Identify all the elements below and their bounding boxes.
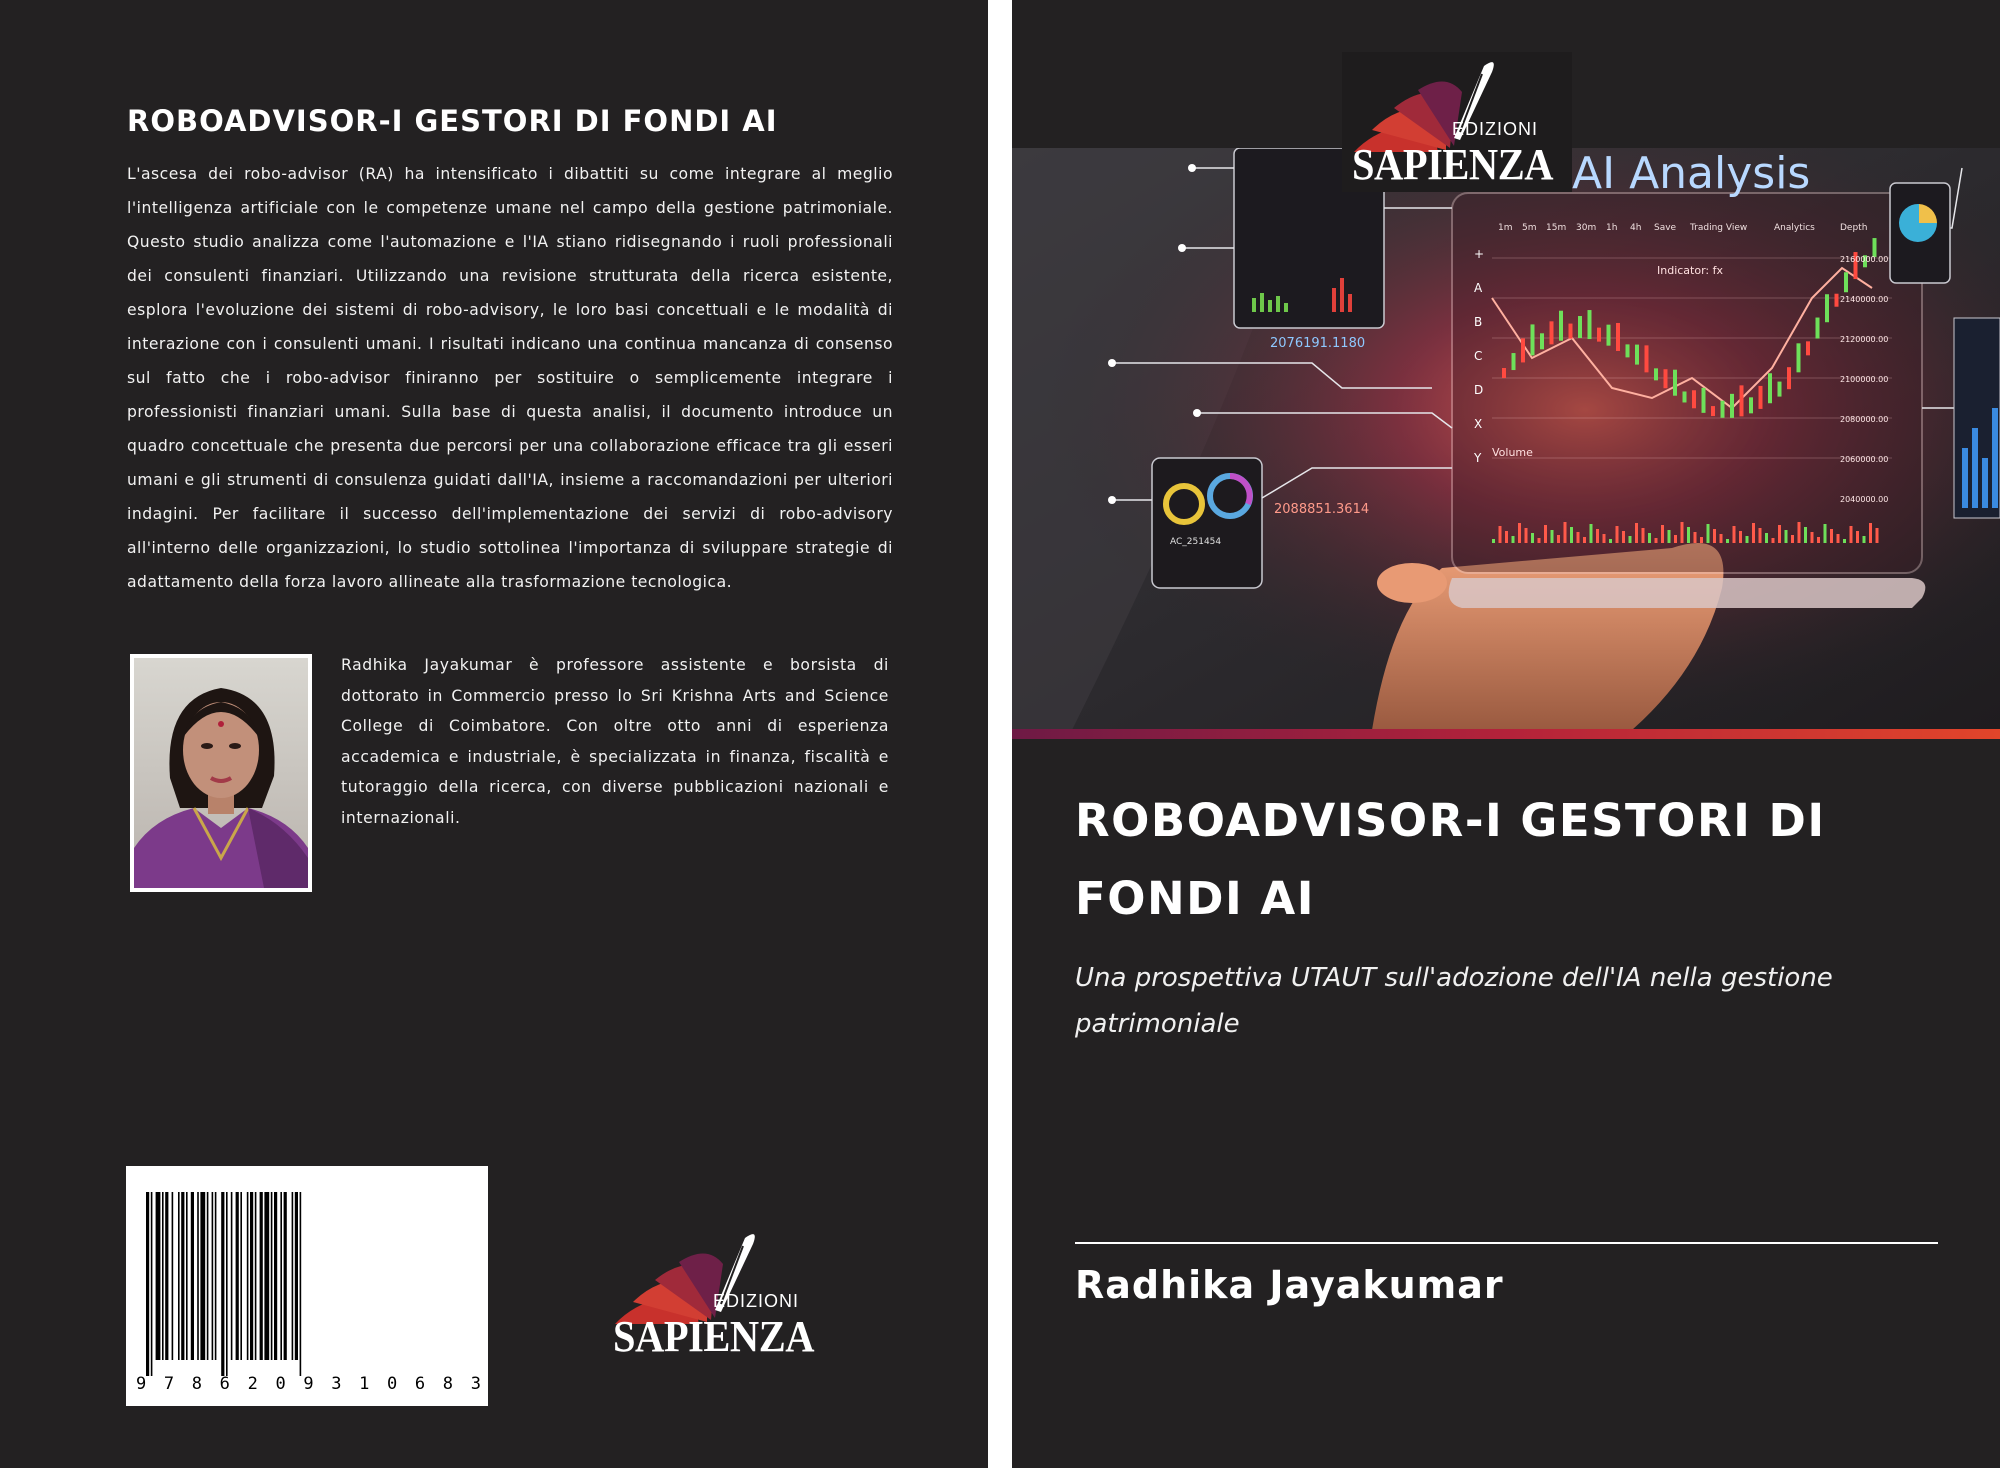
barcode-bar [274,1192,277,1360]
volume-bar [1824,524,1827,543]
hero-image [1012,148,2000,730]
candle [1797,343,1801,372]
candle [1768,373,1772,403]
barcode-bar [260,1192,263,1360]
barcode-bar [264,1192,269,1360]
svg-text:2076191.1180: 2076191.1180 [1270,336,1366,351]
candle [1806,341,1810,355]
side-tool-label: A [1474,281,1483,295]
price-tick: 2140000.00 [1840,295,1889,304]
volume-bar [1700,537,1703,543]
volume-bar [1746,536,1749,543]
volume-bar [1616,526,1619,543]
price-tick: 2040000.00 [1840,495,1889,504]
volume-bar [1752,523,1755,543]
front-subtitle: Una prospettiva UTAUT sull'adozione dell'IA nella gestione patrimoniale [1075,963,1833,1039]
barcode-bar [221,1192,224,1376]
svg-text:Indicator: fx: Indicator: fx [1657,264,1723,277]
back-title: ROBOADVISOR-I GESTORI DI FONDI AI [127,104,778,138]
isbn-digit: 3 [470,1374,481,1394]
volume-bar [1863,536,1866,543]
volume-bar [1830,529,1833,543]
volume-bar [1603,534,1606,543]
barcode-bar [240,1192,242,1360]
front-author: Radhika Jayakumar [1075,1263,1504,1307]
volume-bar [1869,523,1872,543]
volume-bar [1778,525,1781,543]
chart-tab: Trading View [1690,223,1748,233]
accent-stripe [1012,729,2000,739]
barcode-bar [200,1192,205,1360]
volume-bar [1655,538,1658,543]
volume-bar [1642,528,1645,543]
volume-bar [1817,537,1820,543]
price-tick: 2120000.00 [1840,335,1889,344]
candle [1635,345,1639,365]
candle [1512,353,1516,370]
candle [1721,401,1725,418]
candle [1740,385,1744,416]
isbn-digit: 8 [191,1374,203,1394]
barcode-bar [172,1192,174,1360]
volume-bar [1850,526,1853,543]
candle [1778,382,1782,397]
volume-bar [1713,529,1716,543]
candle [1531,324,1535,355]
volume-bar [1707,524,1710,543]
isbn-digit: 6 [414,1374,426,1394]
side-tool-label: X [1474,417,1483,431]
candle [1702,388,1706,413]
volume-bar [1798,522,1801,543]
volume-bar [1837,534,1840,543]
barcode-bar [300,1192,302,1376]
candle [1692,390,1696,408]
candle [1759,386,1763,409]
chart-tab: Depth [1840,223,1868,233]
barcode-bar [250,1192,253,1360]
side-tool-label: Y [1474,451,1482,465]
barcode-bar [197,1192,199,1360]
volume-bar [1674,535,1677,543]
volume-bar [1785,530,1788,543]
svg-text:AC_251454: AC_251454 [1170,537,1222,547]
chart-tab: 1m [1498,223,1513,233]
side-tool-label: C [1474,349,1483,363]
chart-tab: Save [1654,223,1677,233]
side-tool-label: + [1474,247,1485,261]
isbn-digit: 9 [136,1374,147,1394]
volume-bar [1648,533,1651,543]
chart-tab: 1h [1606,223,1618,233]
candle [1654,368,1658,380]
candle [1683,391,1687,402]
volume-bar [1661,525,1664,543]
candle [1616,323,1620,351]
publisher-edizioni: EDIZIONI [1452,119,1539,139]
barcode-bar [236,1192,239,1360]
front-cover [1012,0,2000,1468]
isbn-digit: 1 [359,1374,370,1394]
barcode-bar [162,1192,164,1360]
price-tick: 2080000.00 [1840,415,1889,424]
volume-bar [1596,529,1599,543]
candle [1626,344,1630,357]
candle [1730,394,1734,418]
side-tool-label: D [1474,383,1484,397]
volume-bar [1668,530,1671,543]
barcode-bar [191,1192,194,1360]
volume-bar [1726,539,1729,543]
volume-bar [1694,532,1697,543]
barcode-bar [156,1192,161,1360]
volume-bar [1759,528,1762,543]
publisher-logo [603,1224,833,1364]
publisher-logo-front [1342,52,1572,192]
barcode-bar [151,1192,153,1376]
candle [1569,324,1573,339]
volume-bar [1733,526,1736,543]
barcode-bar [292,1192,294,1360]
volume-bar [1512,536,1515,543]
candle [1540,333,1544,349]
volume-bar [1856,531,1859,543]
barcode-bar [295,1192,298,1360]
isbn-digit: 9 [303,1374,314,1394]
volume-bar [1551,530,1554,543]
barcode-bar [186,1192,188,1360]
isbn-digit: 6 [219,1374,230,1394]
volume-bar [1577,532,1580,543]
isbn-digit: 0 [275,1374,286,1394]
volume-bar [1687,527,1690,543]
volume-bar [1499,526,1502,543]
volume-bar [1629,536,1632,543]
candle [1559,311,1563,341]
chart-tab: Analytics [1774,223,1815,233]
candle [1607,325,1611,346]
volume-bar [1772,538,1775,543]
title-divider [1075,1242,1938,1244]
volume-bar [1876,528,1879,543]
isbn-digit: 2 [247,1374,258,1394]
publisher-edizioni: EDIZIONI [713,1291,800,1311]
publisher-name: SAPIENZA [1352,140,1554,189]
volume-bar [1804,527,1807,543]
chart-tab: 15m [1546,223,1567,233]
barcode-bar [215,1192,217,1360]
volume-bar [1544,525,1547,543]
price-tick: 2100000.00 [1840,375,1889,384]
price-tick: 2060000.00 [1840,455,1889,464]
barcode-bar [255,1192,257,1360]
publisher-name: SAPIENZA [613,1312,815,1361]
barcode-bar [284,1192,287,1360]
candle [1825,294,1829,322]
isbn-digit: 3 [331,1374,342,1394]
candle [1816,318,1820,339]
barcode-bar [247,1192,249,1360]
candle [1550,321,1554,344]
chart-tab: 30m [1576,223,1597,233]
isbn-digit: 7 [163,1374,175,1394]
volume-bar [1635,523,1638,543]
volume-bar [1843,539,1846,543]
barcode-bar [146,1192,149,1376]
volume-bar [1791,535,1794,543]
candle [1597,328,1601,342]
volume-bar [1570,527,1573,543]
volume-bar [1681,522,1684,543]
barcode-bar [207,1192,209,1360]
barcode-bar [280,1192,282,1360]
barcode-bar [226,1192,228,1376]
isbn-number [136,1374,481,1394]
isbn-barcode [126,1166,488,1406]
volume-bar [1622,531,1625,543]
back-blurb: L'ascesa dei robo-advisor (RA) ha intensificato i dibattiti su come integrare al meglio l'intelligenza artificiale con le competenze umane nel campo della gestione patrimoniale. Questo studio analizza come l'automazione e l'IA stiano ridisegnando i ruoli professionali dei consulenti finanziari. Utilizzando una revisione strutturata della ricerca esistente, esplora l'evoluzione dei sistemi di robo-advisory, le loro basi concettuali e le modalità di interazione con i consulenti umani. I risultati indicano una continua mancanza di consenso sul fatto che i robo-advisor finiranno per sostituire o semplicemente integrare i professionisti finanziari umani. Sulla base di questa analisi, il documento introduce un quadro concettuale che presenta due percorsi per una collaborazione efficace tra gli esseri umani e gli strumenti di consulenza guidati dall'IA, insieme a raccomandazioni per ulteriori indagini. Per facilitare il successo dell'implementazione dei servizi di robo-advisory all'interno delle organizzazioni, lo studio sottolinea l'importanza di sviluppare strategie di adattamento della forza lavoro allineate alla trasformazione tecnologica. [127,165,893,591]
candle [1711,406,1715,416]
volume-bar [1609,539,1612,543]
volume-bar [1505,531,1508,543]
author-bio: Radhika Jayakumar è professore assistente e borsista di dottorato in Commercio presso lo Sri Krishna Arts and Science College di Coimbatore. Con oltre otto anni di esperienza accademica e industriale, è specializzata in finanza, fiscalità e tutoraggio della ricerca, con diverse pubblicazioni nazionali e internazionali. [341,656,889,827]
volume-bar [1525,528,1528,543]
volume-bar [1564,522,1567,543]
volume-bar [1538,538,1541,543]
back-cover [0,0,988,1468]
isbn-digit: 0 [387,1374,398,1394]
side-tool-label: B [1474,315,1483,329]
volume-bar [1720,534,1723,543]
barcode-bar [178,1192,180,1360]
volume-bar [1739,531,1742,543]
candle [1787,367,1791,389]
volume-bar [1518,523,1521,543]
candle [1588,310,1592,339]
svg-text:AI Analysis: AI Analysis [1572,148,1811,199]
chart-tab: 4h [1630,223,1642,233]
svg-text:2088851.3614: 2088851.3614 [1274,502,1370,517]
volume-bar [1583,537,1586,543]
chart-tab: 5m [1522,223,1537,233]
barcode-bar [271,1192,273,1360]
volume-bar [1811,532,1814,543]
candle [1835,294,1839,307]
volume-bar [1765,533,1768,543]
barcode-bar [231,1192,233,1360]
candle [1844,272,1848,292]
volume-bar [1590,524,1593,543]
candle [1673,370,1677,396]
volume-bar [1557,535,1560,543]
candle [1578,316,1582,338]
candle [1645,345,1649,372]
front-title: ROBOADVISOR-I GESTORI DI FONDI AI [1075,794,1826,925]
candle [1502,368,1506,378]
barcode-bar [212,1192,214,1360]
svg-text:Volume: Volume [1492,446,1533,459]
candle [1521,338,1525,362]
isbn-digit: 8 [442,1374,454,1394]
volume-bar [1492,539,1495,543]
barcode-bar [165,1192,168,1360]
barcode-bar [181,1192,184,1360]
author-photo [130,654,312,892]
candle [1664,369,1668,388]
volume-bar [1531,533,1534,543]
candle [1749,397,1753,413]
price-tick: 2160000.00 [1840,255,1889,264]
